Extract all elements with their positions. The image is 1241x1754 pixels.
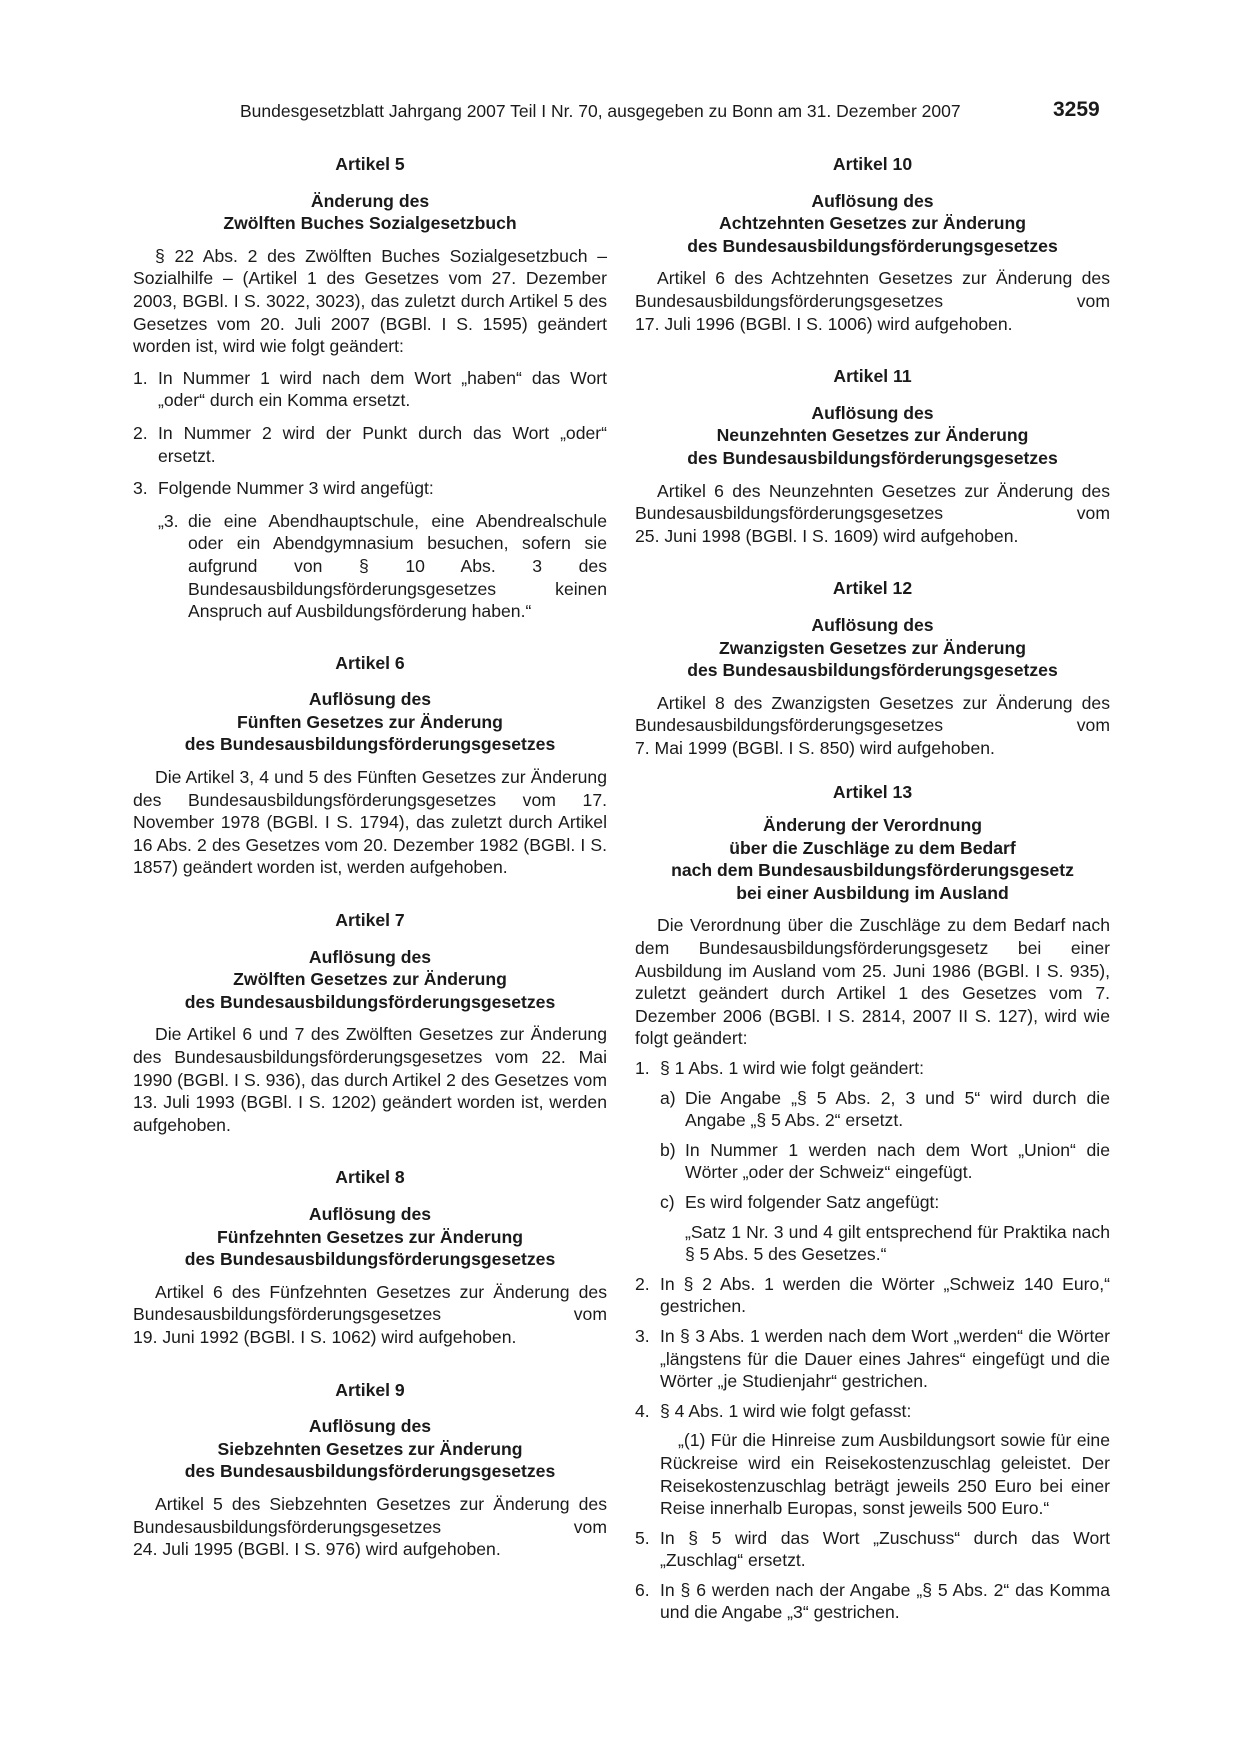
artikel-6 bbox=[133, 652, 607, 879]
list-item bbox=[635, 1057, 1110, 1080]
list-item bbox=[635, 1325, 1110, 1393]
article-number: Artikel 9 bbox=[335, 1379, 405, 1400]
page-number: 3259 bbox=[1053, 98, 1100, 121]
item-number: 5. bbox=[635, 1527, 650, 1548]
artikel-12 bbox=[635, 577, 1110, 759]
article-number: Artikel 13 bbox=[832, 782, 913, 803]
artikel-5 bbox=[133, 153, 607, 623]
article-number: Artikel 10 bbox=[832, 154, 913, 174]
article-text-end: 24. Juli 1995 (BGBl. I S. 976) wird aufgehoben. bbox=[133, 1539, 501, 1560]
quoted-item bbox=[133, 510, 607, 623]
article-text: Artikel 6 des Neunzehnten Gesetzes zur Änderung des Bundesausbildungsförderungsgesetzes vom bbox=[635, 480, 1110, 524]
item-text: In § 3 Abs. 1 werden nach dem Wort „werden“ die Wörter „längstens für die Dauer eines Jahres“ eingefügt und die Wörter „je Studienjahr“ gestrichen. bbox=[660, 1325, 1110, 1392]
quoted-sentence: „Satz 1 Nr. 3 und 4 gilt entsprechend für Praktika nach § 5 Abs. 5 des Gesetzes.“ bbox=[685, 1221, 1110, 1265]
artikel-8 bbox=[133, 1166, 607, 1348]
sub-item-letter: c) bbox=[660, 1191, 675, 1212]
artikel-13 bbox=[635, 781, 1110, 1624]
item-text: In Nummer 1 wird nach dem Wort „haben“ das Wort „oder“ durch ein Komma ersetzt. bbox=[158, 367, 607, 411]
item-number: 4. bbox=[635, 1400, 650, 1421]
article-title: Änderung des Zwölften Buches Sozialgesetzbuch bbox=[223, 190, 517, 234]
article-intro: § 22 Abs. 2 des Zwölften Buches Sozialgesetzbuch – Sozialhilfe – (Artikel 1 des Gesetzes vom 27. Dezember 2003, BGBl. I S. 3022, 3023), das zuletzt durch Artikel 5 des Gesetzes vom 20. Juli 2007 (BGBl. I S. 1595) geändert worden ist, wird wie folgt geändert: bbox=[133, 245, 607, 357]
article-intro: Die Verordnung über die Zuschläge zu dem Bedarf nach dem Bundesausbildungsförderungsgesetz bei einer Ausbildung im Ausland vom 25. Juni 1986 (BGBl. I S. 935), zuletzt geändert durch Artikel 1 des Gesetzes vom 7. Dezember 2006 (BGBl. I S. 2814, 2007 II S. 127), wird wie folgt geändert: bbox=[635, 915, 1110, 1049]
article-number: Artikel 7 bbox=[335, 910, 405, 931]
item-text: § 4 Abs. 1 wird wie folgt gefasst: bbox=[660, 1400, 912, 1421]
article-number: Artikel 12 bbox=[832, 578, 913, 599]
item-number: 3. bbox=[635, 1325, 650, 1346]
list-item bbox=[133, 367, 607, 412]
list-item bbox=[133, 477, 607, 500]
artikel-11 bbox=[635, 365, 1110, 547]
item-number: 1. bbox=[133, 367, 148, 388]
left-column bbox=[133, 153, 607, 1561]
right-column bbox=[635, 153, 1110, 1624]
article-title: Auflösung des Neunzehnten Gesetzes zur Änderung des Bundesausbildungsförderungsgesetzes bbox=[687, 402, 1058, 468]
sub-item-letter: a) bbox=[660, 1087, 676, 1108]
article-number: Artikel 8 bbox=[335, 1167, 405, 1188]
article-number: Artikel 6 bbox=[335, 652, 405, 673]
page-header bbox=[0, 98, 1241, 131]
list-item bbox=[133, 422, 607, 467]
item-number: „3. bbox=[158, 510, 179, 531]
article-title: Auflösung des Siebzehnten Gesetzes zur Änderung des Bundesausbildungsförderungsgesetzes bbox=[184, 1416, 556, 1482]
item-number: 6. bbox=[635, 1579, 650, 1600]
sub-item bbox=[635, 1139, 1110, 1184]
article-text-end: 7. Mai 1999 (BGBl. I S. 850) wird aufgehoben. bbox=[635, 737, 995, 758]
article-number: Artikel 5 bbox=[335, 154, 405, 174]
sub-item bbox=[635, 1191, 1110, 1214]
quoted-paragraph: „(1) Für die Hinreise zum Ausbildungsort sowie für eine Rückreise wird ein Reisekostenzuschlag geleistet. Der Reisekostenzuschlag beträgt jeweils 250 Euro bei einer Reise innerhalb Europas, sonst jeweils 500 Euro.“ bbox=[660, 1430, 1110, 1519]
item-text: In § 2 Abs. 1 werden die Wörter „Schweiz 140 Euro,“ gestrichen. bbox=[660, 1273, 1110, 1317]
item-text: In Nummer 2 wird der Punkt durch das Wort „oder“ ersetzt. bbox=[158, 422, 607, 466]
article-text-end: 25. Juni 1998 (BGBl. I S. 1609) wird aufgehoben. bbox=[635, 525, 1019, 546]
artikel-7 bbox=[133, 909, 607, 1136]
item-text: Folgende Nummer 3 wird angefügt: bbox=[158, 478, 434, 499]
article-text-end: 19. Juni 1992 (BGBl. I S. 1062) wird aufgehoben. bbox=[133, 1326, 517, 1347]
article-text: Die Artikel 3, 4 und 5 des Fünften Gesetzes zur Änderung des Bundesausbildungsförderungsgesetzes vom 17. November 1978 (BGBl. I S. 1794), das zuletzt durch Artikel 16 Abs. 2 des Gesetzes vom 20. Dezember 1982 (BGBl. I S. 1857) geändert worden ist, werden aufgehoben. bbox=[133, 767, 607, 878]
list-item bbox=[635, 1579, 1110, 1624]
article-title: Auflösung des Fünften Gesetzes zur Änderung des Bundesausbildungsförderungsgesetzes bbox=[184, 689, 556, 755]
article-title: Auflösung des Achtzehnten Gesetzes zur Änderung des Bundesausbildungsförderungsgesetzes bbox=[687, 190, 1058, 256]
artikel-10 bbox=[635, 153, 1110, 335]
item-number: 3. bbox=[133, 478, 148, 499]
article-title: Auflösung des Zwanzigsten Gesetzes zur Änderung des Bundesausbildungsförderungsgesetzes bbox=[687, 614, 1058, 681]
item-text: In § 6 werden nach der Angabe „§ 5 Abs. 2“ das Komma und die Angabe „3“ gestrichen. bbox=[660, 1579, 1110, 1623]
item-text: In § 5 wird das Wort „Zuschuss“ durch das Wort „Zuschlag“ ersetzt. bbox=[660, 1527, 1110, 1571]
sub-item-text: Es wird folgender Satz angefügt: bbox=[685, 1191, 940, 1212]
sub-item bbox=[635, 1087, 1110, 1132]
header-title: Bundesgesetzblatt Jahrgang 2007 Teil I Nr. 70, ausgegeben zu Bonn am 31. Dezember 2007 bbox=[240, 101, 961, 121]
item-number: 2. bbox=[133, 422, 148, 443]
item-number: 1. bbox=[635, 1058, 650, 1078]
article-text: Artikel 6 des Fünfzehnten Gesetzes zur Änderung des Bundesausbildungsförderungsgesetzes vom bbox=[133, 1281, 607, 1325]
article-text: Artikel 5 des Siebzehnten Gesetzes zur Änderung des Bundesausbildungsförderungsgesetzes vom bbox=[133, 1493, 607, 1537]
item-text: § 1 Abs. 1 wird wie folgt geändert: bbox=[660, 1058, 925, 1078]
list-item bbox=[635, 1273, 1110, 1318]
artikel-9 bbox=[133, 1379, 607, 1561]
article-text: Artikel 6 des Achtzehnten Gesetzes zur Änderung des Bundesausbildungsförderungsgesetzes vom bbox=[635, 268, 1110, 311]
sub-item-letter: b) bbox=[660, 1139, 676, 1160]
article-text: Die Artikel 6 und 7 des Zwölften Gesetzes zur Änderung des Bundesausbildungsförderungsgesetzes vom 22. Mai 1990 (BGBl. I S. 936), das durch Artikel 2 des Gesetzes vom 13. Juli 1993 (BGBl. I S. 1202) geändert worden ist, werden aufgehoben. bbox=[133, 1024, 607, 1135]
sub-item-text: In Nummer 1 werden nach dem Wort „Union“ die Wörter „oder der Schweiz“ eingefügt. bbox=[685, 1139, 1110, 1183]
article-title: Auflösung des Fünfzehnten Gesetzes zur Änderung des Bundesausbildungsförderungsgesetzes bbox=[184, 1203, 556, 1270]
item-text: die eine Abendhauptschule, eine Abendrealschule oder ein Abendgymnasium besuchen, sofern sie aufgrund von § 10 Abs. 3 des Bundesausbildungsförderungsgesetzes keinen Anspruch auf Ausbildungsförderung haben.“ bbox=[188, 510, 607, 622]
item-number: 2. bbox=[635, 1273, 650, 1294]
article-text-end: 17. Juli 1996 (BGBl. I S. 1006) wird aufgehoben. bbox=[635, 313, 1013, 334]
list-item bbox=[635, 1400, 1110, 1423]
sub-item-text: Die Angabe „§ 5 Abs. 2, 3 und 5“ wird durch die Angabe „§ 5 Abs. 2“ ersetzt. bbox=[685, 1087, 1110, 1131]
article-text: Artikel 8 des Zwanzigsten Gesetzes zur Änderung des Bundesausbildungsförderungsgesetzes vom bbox=[635, 692, 1110, 736]
article-title: Änderung der Verordnung über die Zuschläge zu dem Bedarf nach dem Bundesausbildungsförderungsgesetz bei einer Ausbildung im Ausland bbox=[671, 815, 1074, 903]
article-title: Auflösung des Zwölften Gesetzes zur Änderung des Bundesausbildungsförderungsgesetzes bbox=[184, 946, 556, 1012]
list-item bbox=[635, 1527, 1110, 1572]
article-number: Artikel 11 bbox=[833, 366, 912, 387]
